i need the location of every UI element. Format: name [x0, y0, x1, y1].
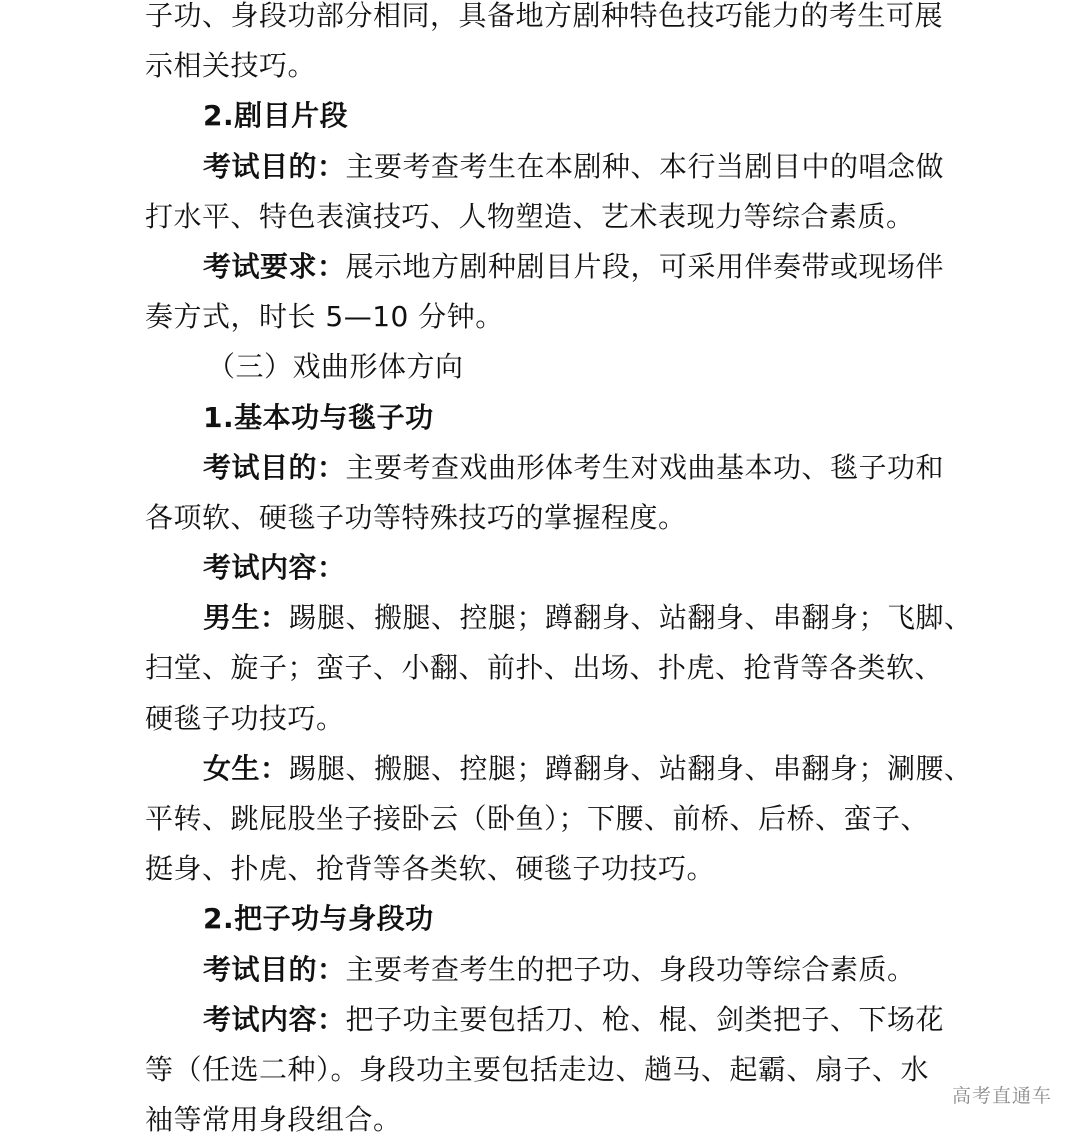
text-line — [145, 292, 965, 342]
bold-label: 1.基本功与毯子功 — [203, 400, 434, 434]
text-line — [145, 844, 965, 894]
line-text: 平转、跳屁股坐子接卧云（卧鱼）；下腰、前桥、后桥、蛮子、 — [145, 802, 930, 835]
text-line — [145, 91, 965, 141]
text-line — [145, 342, 965, 392]
text-line — [145, 593, 973, 643]
line-text: 等（任选二种）。身段功主要包括走边、趟马、起霸、扇子、水 — [145, 1052, 930, 1086]
line-text: 主要考查考生在本剧种、本行当剧目中的唱念做 — [345, 149, 945, 183]
bold-label: 2.把子功与身段功 — [203, 902, 434, 936]
text-line — [145, 493, 965, 543]
line-text: 展示地方剧种剧目片段，可采用伴奏带或现场伴 — [345, 249, 945, 283]
text-line — [145, 1045, 965, 1095]
line-text: 主要考查考生的把子功、身段功等综合素质。 — [345, 952, 916, 986]
text-line — [145, 945, 965, 995]
text-line — [145, 1095, 965, 1145]
line-text: 各项软、硬毯子功等特殊技巧的掌握程度。 — [145, 500, 687, 534]
bold-label: 考试内容： — [203, 551, 346, 585]
text-line — [145, 393, 965, 443]
text-line — [145, 794, 965, 844]
document-body — [145, 0, 973, 1145]
text-line — [145, 643, 965, 693]
bold-label: 女生： — [203, 751, 289, 785]
line-text: （三）戏曲形体方向 — [207, 350, 464, 384]
text-line — [145, 192, 965, 242]
text-line — [145, 443, 965, 493]
bold-label: 考试目的： — [203, 952, 346, 986]
watermark: 高考直通车 — [951, 1085, 1052, 1107]
line-text: 硬毯子功技巧。 — [145, 701, 345, 735]
text-line — [145, 995, 965, 1045]
line-text: 打水平、特色表演技巧、人物塑造、艺术表现力等综合素质。 — [145, 199, 915, 233]
text-line — [145, 744, 973, 794]
line-text: 袖等常用身段组合。 — [145, 1103, 402, 1137]
bold-label: 考试内容： — [203, 1002, 346, 1036]
text-line — [145, 142, 965, 192]
text-line — [145, 543, 965, 593]
line-text: 奏方式，时长 5—10 分钟。 — [145, 300, 504, 334]
line-text: 踢腿、搬腿、控腿；蹲翻身、站翻身、串翻身；涮腰、 — [288, 751, 973, 785]
text-line — [145, 0, 965, 41]
line-text: 扫堂、旋子；蛮子、小翻、前扑、出场、扑虎、抢背等各类软、 — [145, 651, 944, 685]
text-line — [145, 694, 965, 744]
line-text: 把子功主要包括刀、枪、棍、剑类把子、下场花 — [345, 1002, 945, 1036]
bold-label: 男生： — [203, 601, 289, 635]
bold-label: 考试要求： — [203, 249, 346, 283]
text-line — [145, 242, 965, 292]
line-text: 主要考查戏曲形体考生对戏曲基本功、毯子功和 — [345, 450, 945, 484]
bold-label: 考试目的： — [203, 450, 346, 484]
bold-label: 考试目的： — [203, 149, 346, 183]
text-line — [145, 41, 965, 91]
line-text: 踢腿、搬腿、控腿；蹲翻身、站翻身、串翻身；飞脚、 — [288, 601, 973, 635]
bold-label: 2.剧目片段 — [203, 99, 349, 133]
line-text: 挺身、扑虎、抢背等各类软、硬毯子功技巧。 — [145, 852, 716, 886]
line-text: 示相关技巧。 — [145, 49, 317, 83]
line-text: 子功、身段功部分相同，具备地方剧种特色技巧能力的考生可展 — [145, 0, 944, 32]
text-line — [145, 894, 965, 944]
